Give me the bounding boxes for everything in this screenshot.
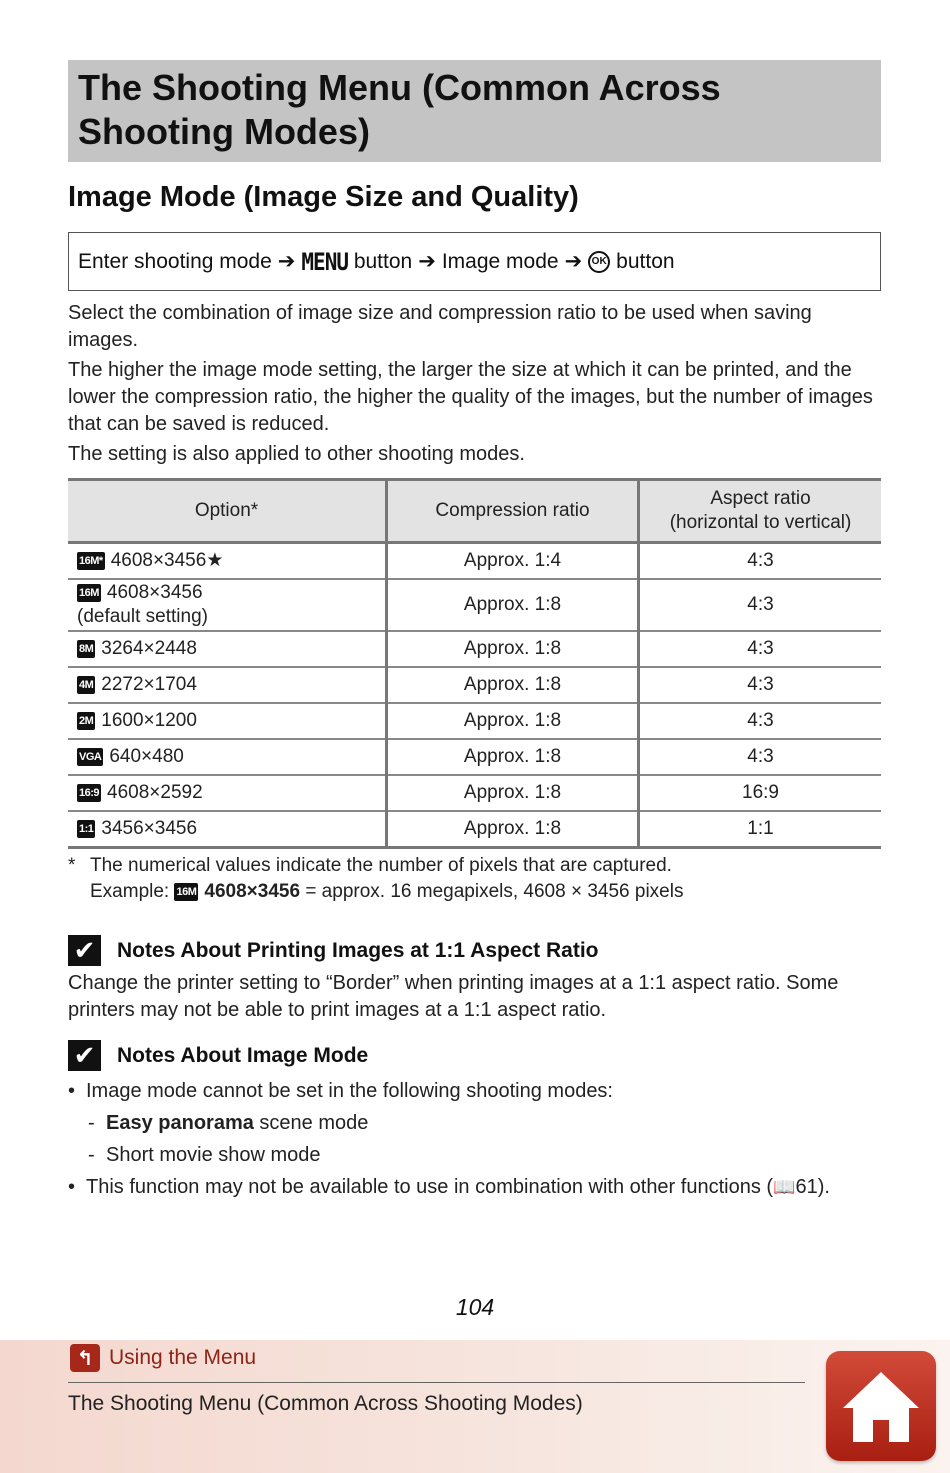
image-size-1-1-icon: 1:1 [77, 820, 95, 838]
ok-button-icon: OK [588, 251, 610, 273]
image-size-16m-icon: 16M* [77, 552, 105, 570]
aspect-cell: 4:3 [639, 703, 882, 739]
image-size-4m-icon: 4M [77, 676, 95, 694]
option-value: 3456×3456 [101, 818, 198, 839]
bullet-text: This function may not be available to use in combination with other functions ( [86, 1176, 774, 1198]
list-item [68, 1171, 881, 1204]
check-icon: ✔ [68, 1040, 101, 1071]
image-size-16m-icon: 16M [174, 883, 198, 901]
option-cell [68, 667, 387, 703]
table-header-row [68, 480, 881, 543]
footnote-example-label: Example: [90, 881, 170, 902]
image-size-16-9-icon: 16:9 [77, 784, 101, 802]
option-cell [68, 579, 387, 631]
nav-step-image-mode: Image mode [441, 249, 559, 273]
list-item: - Short movie show mode [68, 1139, 881, 1171]
default-setting-note: (default setting) [77, 606, 208, 627]
footnote-marker: * [68, 855, 76, 876]
intro-paragraph: Select the combination of image size and compression ratio to be used when saving images. [68, 302, 812, 351]
scene-mode-label: scene mode [259, 1112, 369, 1134]
option-value: 640×480 [109, 746, 184, 767]
compression-cell: Approx. 1:8 [387, 811, 639, 848]
option-value: 4608×2592 [107, 782, 203, 803]
easy-panorama-label: Easy panorama [106, 1112, 254, 1134]
header-aspect [639, 480, 882, 543]
page-number: 104 [455, 1294, 495, 1320]
back-link-label: Using the Menu [109, 1346, 257, 1369]
option-value: 4608×3456 [106, 582, 203, 603]
footnote-text: The numerical values indicate the number of pixels that are captured. [90, 855, 672, 876]
option-cell [68, 543, 387, 580]
note-heading-printing [68, 935, 881, 966]
option-value: 4608×3456★ [110, 550, 224, 571]
table-row [68, 543, 881, 580]
option-cell [68, 739, 387, 775]
image-size-vga-icon: VGA [77, 748, 103, 766]
arrow-icon: ➔ [277, 250, 296, 273]
navigation-path [68, 232, 881, 291]
aspect-cell: 16:9 [639, 775, 882, 811]
option-cell [68, 631, 387, 667]
back-arrow-icon: ↰ [70, 1344, 100, 1372]
compression-cell: Approx. 1:8 [387, 739, 639, 775]
footnote-example-value: 4608×3456 [204, 881, 301, 902]
option-value: 1600×1200 [101, 710, 197, 731]
list-item [68, 1107, 881, 1139]
page-reference-link[interactable]: 61 [795, 1176, 818, 1198]
header-compression: Compression ratio [387, 480, 639, 543]
aspect-cell: 4:3 [639, 543, 882, 580]
footnote-example-rest: = approx. 16 megapixels, 4608 × 3456 pixels [305, 881, 684, 902]
header-aspect-line2: (horizontal to vertical) [669, 512, 852, 533]
aspect-cell: 4:3 [639, 579, 882, 631]
page-footer [0, 1340, 950, 1473]
book-icon: 📖 [773, 1177, 796, 1198]
intro-paragraph: The higher the image mode setting, the larger the size at which it can be printed, and the lower the compression ratio, the higher the quality of the images, but the number of images that can be saved is reduced. [68, 359, 873, 435]
check-icon: ✔ [68, 935, 101, 966]
chapter-title: The Shooting Menu (Common Across Shooting Modes) [68, 60, 881, 162]
aspect-cell: 4:3 [639, 739, 882, 775]
nav-step-ok-button: button [616, 249, 675, 273]
footer-subtitle: The Shooting Menu (Common Across Shooting Modes) [68, 1392, 583, 1415]
list-item: • Image mode cannot be set in the following shooting modes: [68, 1075, 881, 1107]
table-row [68, 579, 881, 631]
header-aspect-line1: Aspect ratio [710, 488, 811, 509]
nav-step-shooting-mode: Enter shooting mode [78, 249, 272, 273]
back-link-using-the-menu[interactable] [70, 1344, 256, 1372]
image-size-8m-icon: 8M [77, 640, 95, 658]
arrow-icon: ➔ [418, 250, 436, 273]
intro-text [68, 300, 881, 468]
option-cell [68, 775, 387, 811]
image-mode-table [68, 478, 881, 849]
table-row [68, 739, 881, 775]
section-title: Image Mode (Image Size and Quality) [68, 181, 579, 213]
option-cell [68, 703, 387, 739]
image-size-16m-icon: 16M [77, 584, 101, 602]
arrow-icon: ➔ [564, 250, 583, 273]
compression-cell: Approx. 1:4 [387, 543, 639, 580]
aspect-cell: 4:3 [639, 667, 882, 703]
table-row [68, 811, 881, 848]
table-row [68, 775, 881, 811]
compression-cell: Approx. 1:8 [387, 631, 639, 667]
note-title: Notes About Image Mode [117, 1043, 369, 1067]
table-row [68, 667, 881, 703]
image-size-2m-icon: 2M [77, 712, 95, 730]
header-option: Option* [68, 480, 387, 543]
option-value: 3264×2448 [101, 638, 197, 659]
nav-step-button: button [353, 249, 413, 273]
table-footnote [68, 853, 881, 905]
option-value: 2272×1704 [101, 674, 197, 695]
compression-cell: Approx. 1:8 [387, 667, 639, 703]
aspect-cell: 1:1 [639, 811, 882, 848]
note-heading-image-mode [68, 1040, 881, 1071]
note-list-image-mode [68, 1075, 881, 1204]
note-body-printing: Change the printer setting to “Border” when printing images at a 1:1 aspect ratio. Some printers may not be able to print images at a 1:1 aspect ratio. [68, 972, 839, 1021]
menu-button-icon: MENU [301, 247, 348, 276]
table-row [68, 703, 881, 739]
home-button[interactable] [826, 1351, 936, 1461]
page-content [68, 60, 881, 1204]
option-cell [68, 811, 387, 848]
compression-cell: Approx. 1:8 [387, 703, 639, 739]
aspect-cell: 4:3 [639, 631, 882, 667]
home-icon [839, 1366, 923, 1446]
table-row [68, 631, 881, 667]
bullet-text-end: ). [817, 1176, 830, 1198]
note-title: Notes About Printing Images at 1:1 Aspect Ratio [117, 938, 599, 962]
compression-cell: Approx. 1:8 [387, 775, 639, 811]
compression-cell: Approx. 1:8 [387, 579, 639, 631]
intro-paragraph: The setting is also applied to other shooting modes. [68, 443, 525, 465]
footer-divider [68, 1382, 805, 1383]
